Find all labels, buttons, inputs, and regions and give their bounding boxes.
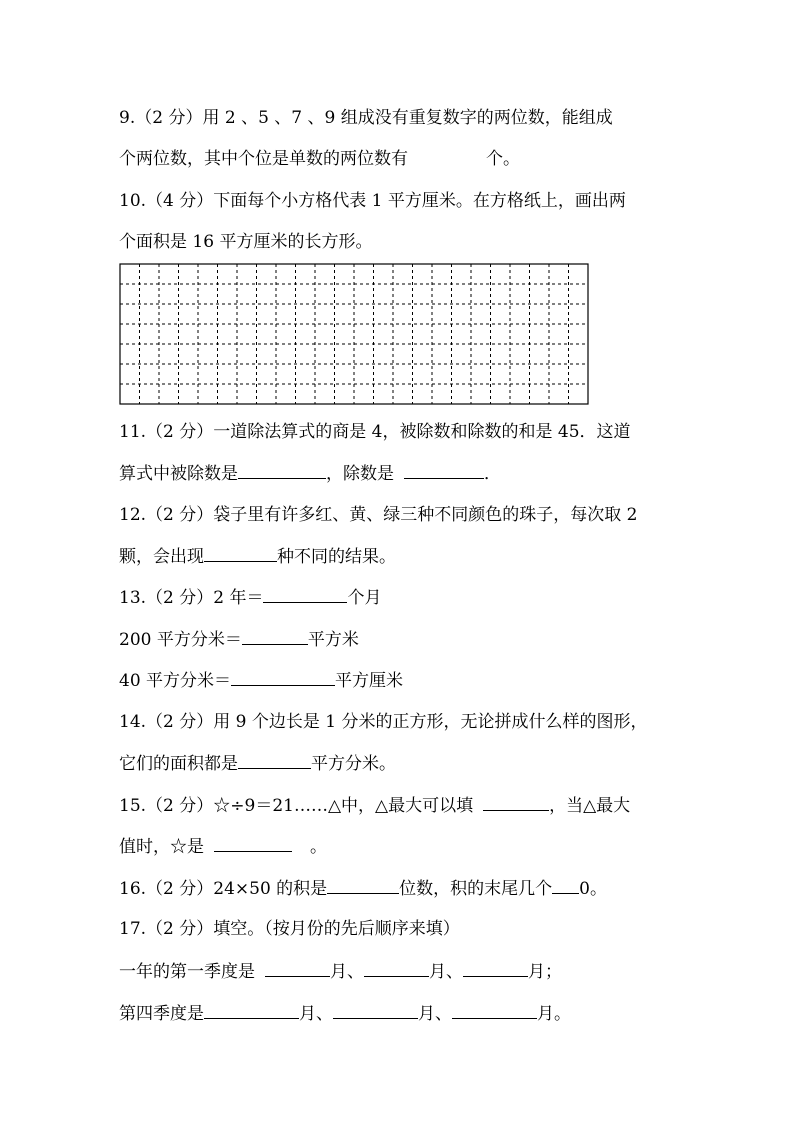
q17-q4-month2-blank[interactable] <box>333 1002 418 1019</box>
q17-q4-month1-blank[interactable] <box>204 1002 299 1019</box>
q15-text-a: 15.（2 分）☆÷9＝21……△中，△最大可以填 <box>119 796 474 816</box>
q16-digits-blank[interactable] <box>327 877 399 894</box>
q16-zeros-blank[interactable] <box>552 877 579 894</box>
q13-square-cm-blank[interactable] <box>231 669 335 686</box>
q12-text-a: 颗，会出现 <box>119 547 204 567</box>
q13-text-e: 40 平方分米＝ <box>119 671 232 691</box>
q17-line2 <box>119 960 562 983</box>
q11-line1: 11.（2 分）一道除法算式的商是 4，被除数和除数的和是 45．这道 <box>119 422 631 442</box>
q13-text-b: 个月 <box>347 588 382 608</box>
q12-text-b: 种不同的结果。 <box>277 547 396 567</box>
q9-line1: 9.（2 分）用 2 、5 、7 、9 组成没有重复数字的两位数，能组成 <box>119 108 613 128</box>
q17-text-e: 第四季度是 <box>119 1004 204 1024</box>
q17-text-a: 一年的第一季度是 <box>119 962 255 982</box>
q14-line2 <box>119 752 396 775</box>
q14-text-b: 平方分米。 <box>311 754 396 774</box>
square-grid[interactable] <box>119 263 589 405</box>
q13-months-blank[interactable] <box>263 586 347 603</box>
q10-line1: 10.（4 分）下面每个小方格代表 1 平方厘米。在方格纸上，画出两 <box>119 191 626 211</box>
q13-text-a: 13.（2 分）2 年＝ <box>119 588 264 608</box>
q15-text-d: 。 <box>310 837 327 857</box>
q13-line2 <box>119 628 359 651</box>
q11-dividend-blank[interactable] <box>238 462 326 479</box>
q16-text-a: 16.（2 分）24×50 的积是 <box>119 879 328 899</box>
q16-text-c: 0。 <box>579 879 607 899</box>
q17-line3 <box>119 1002 571 1025</box>
q17-text-h: 月。 <box>537 1004 571 1024</box>
q12-answer-blank[interactable] <box>204 545 277 562</box>
q17-q1-month3-blank[interactable] <box>463 960 528 977</box>
q17-text-b: 月、 <box>330 962 364 982</box>
q13-text-c: 200 平方分米＝ <box>119 630 242 650</box>
q9-text-b: 个。 <box>486 149 520 169</box>
q17-q1-month1-blank[interactable] <box>265 960 330 977</box>
q14-text-a: 它们的面积都是 <box>119 754 238 774</box>
q14-area-blank[interactable] <box>238 752 311 769</box>
q17-line1: 17.（2 分）填空。（按月份的先后顺序来填） <box>119 919 460 939</box>
q12-line1: 12.（2 分）袋子里有许多红、黄、绿三种不同颜色的珠子，每次取 2 <box>119 505 638 525</box>
q13-square-meter-blank[interactable] <box>242 628 308 645</box>
q17-text-c: 月、 <box>429 962 463 982</box>
q14-line1: 14.（2 分）用 9 个边长是 1 分米的正方形，无论拼成什么样的图形， <box>119 712 648 732</box>
q15-star-blank[interactable] <box>214 835 292 852</box>
q13-line1 <box>119 586 381 609</box>
q11-divisor-blank[interactable] <box>404 462 484 479</box>
q17-text-f: 月、 <box>299 1004 333 1024</box>
q13-text-d: 平方米 <box>307 630 359 650</box>
q11-line2 <box>119 462 501 485</box>
q12-line2 <box>119 545 396 568</box>
q13-line3 <box>119 669 403 692</box>
q9-line2 <box>119 148 520 170</box>
q11-text-b: ，除数是 <box>326 464 394 484</box>
q17-q1-month2-blank[interactable] <box>364 960 429 977</box>
q15-text-b: ，当△最大 <box>549 796 631 816</box>
q9-text-a: 个两位数，其中个位是单数的两位数有 <box>119 149 408 169</box>
q11-text-a: 算式中被除数是 <box>119 464 238 484</box>
q17-text-g: 月、 <box>418 1004 452 1024</box>
q15-line1 <box>119 794 630 817</box>
q17-text-d: 月； <box>528 962 562 982</box>
q15-triangle-blank[interactable] <box>483 794 549 811</box>
q15-line2 <box>119 835 327 858</box>
q16-line1 <box>119 877 607 900</box>
q17-q4-month3-blank[interactable] <box>452 1002 537 1019</box>
q16-text-b: 位数，积的末尾几个 <box>399 879 553 899</box>
q10-line2: 个面积是 16 平方厘米的长方形。 <box>119 232 373 252</box>
q11-text-c: ． <box>484 464 501 484</box>
q15-text-c: 值时，☆是 <box>119 837 204 857</box>
q13-text-f: 平方厘米 <box>335 671 404 691</box>
